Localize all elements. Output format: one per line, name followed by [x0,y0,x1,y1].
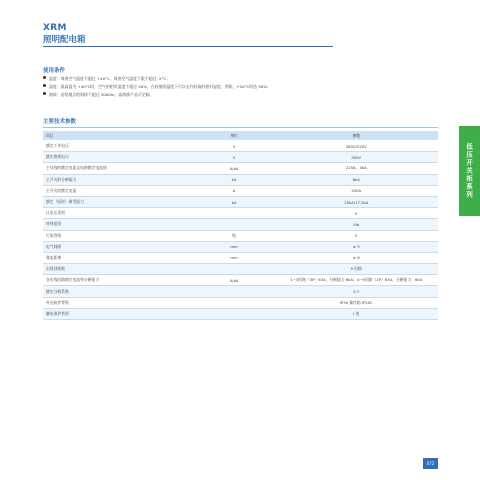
param-value: 2 [274,230,438,241]
param-name: 主开关的额定电流 [43,185,194,196]
col-header-unit: 单位 [194,131,275,141]
param-name: 材料组别 [43,219,194,230]
param-value: ≥ 6 [274,252,438,263]
conditions-list [43,75,271,99]
tech-params-heading: 主要技术参数 [43,119,77,125]
param-unit [194,297,275,308]
title-divider [43,46,333,47]
condition-item: 湿度：最高温为 +40°C时，空气的相对湿度不超过 50%，在较低的温度下可以允许较高的相对湿度，例如，+20°C时达 90%； [43,83,271,91]
param-unit [194,219,275,230]
product-name: 照明配电箱 [43,35,86,45]
series-label: 低压开关柜系列 [465,143,473,199]
table-row [43,163,438,174]
param-value: I 类 [274,308,438,319]
param-name: 额定分散系数 [43,286,194,297]
table-row [43,264,438,275]
table-header-row [43,131,438,141]
model-code: XRM [43,23,67,33]
param-unit: kA [194,174,275,185]
param-value: 500V [274,152,438,163]
param-value: ≥ 3 [274,241,438,252]
param-unit [194,308,275,319]
param-value: 225A、4kA [274,163,438,174]
table-row [43,275,438,286]
param-name: 额定（短时）耐受能力 [43,196,194,207]
param-value: IP30 操作箱 IP2XC [274,297,438,308]
param-unit: V [194,141,275,152]
series-side-tab [459,126,480,216]
param-value: 6kA [274,174,438,185]
table-row [43,185,438,196]
table-row [43,152,438,163]
param-name: 额定绝缘电压 [43,152,194,163]
condition-item: 温度：周围空气温度不超过 +40°C，周围空气温度下限不超过 -5°C； [43,75,271,83]
col-header-item: 项目 [43,131,194,141]
table-row [43,219,438,230]
page-number: 072 [423,458,438,469]
conditions-heading: 使用条件 [43,68,66,74]
table-row [43,286,438,297]
param-name: 各出线回路额定电流和分断能力 [43,275,194,286]
bullet-icon [43,84,46,87]
param-unit: A [194,185,275,196]
table-row [43,241,438,252]
param-unit: A/kA [194,163,275,174]
param-value: II [274,208,438,219]
param-name: 过电压类别 [43,208,194,219]
param-value: 9 回路 [274,264,438,275]
param-unit: kA [194,196,275,207]
param-name: 电气间隙 [43,241,194,252]
param-unit [194,208,275,219]
param-unit: V [194,152,275,163]
table-row [43,297,438,308]
bullet-icon [43,76,46,79]
param-name: 污染等级 [43,230,194,241]
table-row [43,208,438,219]
tech-params-table [43,131,438,320]
param-unit [194,264,275,275]
table-row [43,174,438,185]
table-row [43,196,438,207]
param-value: 380V/220V [274,141,438,152]
param-value: 15kA/17.5kA [274,196,438,207]
param-name: 额定工作电压 [43,141,194,152]
col-header-value: 参数 [274,131,438,141]
param-name: 主母线的额定电流及电路额定电流值 [43,163,194,174]
param-name: 主开关的分断能力 [43,174,194,185]
param-unit [194,286,275,297]
param-value: 1~3回路（3P）63A，分断能力 6kA；4~9回路（1P）63A，分断能力：6kA [274,275,438,286]
table-row [43,141,438,152]
param-unit: mm [194,252,275,263]
param-unit: mm [194,241,275,252]
param-name: 外壳防护等级 [43,297,194,308]
param-value: 200A [274,185,438,196]
bullet-icon [43,92,46,95]
table-row [43,308,438,319]
product-title-block [43,23,86,46]
tech-params-divider [43,127,438,128]
table-row [43,252,438,263]
param-name: 爬电距离 [43,252,194,263]
condition-item: 海拔：安装地点的海拔不超过 2000m，高海拔产品可定制。 [43,91,271,99]
param-unit: 级 [194,230,275,241]
table-row [43,230,438,241]
param-unit: A/kA [194,275,275,286]
param-name: 出线回路数 [43,264,194,275]
param-name: 触电保护类别 [43,308,194,319]
param-value: IIIa [274,219,438,230]
param-value: 0.7 [274,286,438,297]
